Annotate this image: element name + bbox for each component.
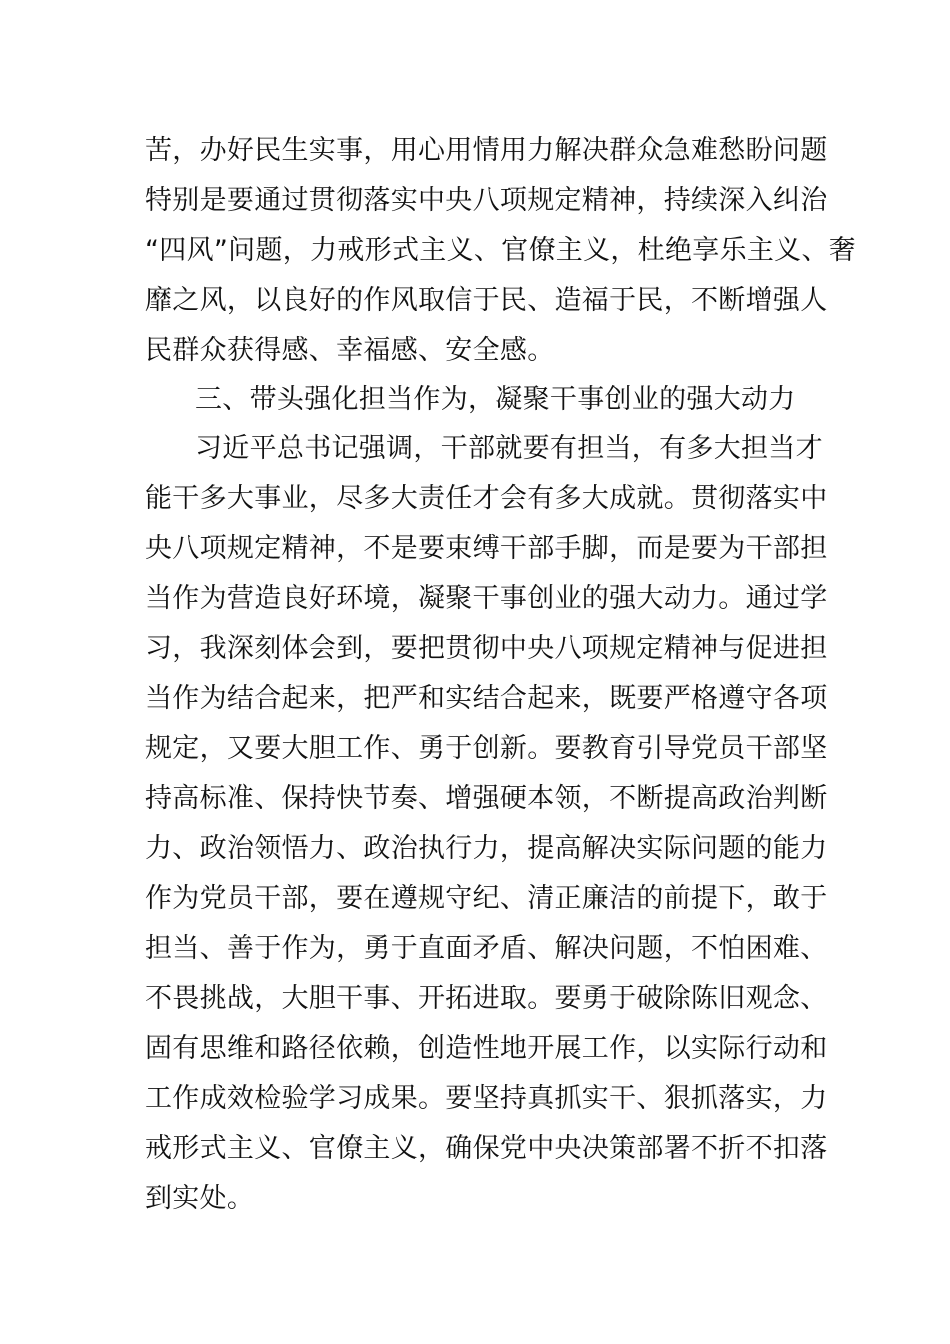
text-line: 靡之风，以良好的作风取信于民、造福于民，不断增强人 — [145, 285, 828, 316]
text-line: 央八项规定精神，不是要束缚干部手脚，而是要为干部担 — [145, 533, 828, 564]
text-line: 担当、善于作为，勇于直面矛盾、解决问题，不怕困难、 — [145, 933, 828, 964]
text-line: 持高标准、保持快节奏、增强硬本领，不断提高政治判断 — [145, 783, 828, 814]
text-line: 苦，办好民生实事，用心用情用力解决群众急难愁盼问题 — [145, 135, 828, 166]
text-line: 力、政治领悟力、政治执行力，提高解决实际问题的能力 — [145, 833, 828, 864]
text-line: 规定，又要大胆工作、勇于创新。要教育引导党员干部坚 — [145, 733, 828, 764]
paragraph-first-line: 习近平总书记强调，干部就要有担当，有多大担当才 — [195, 433, 823, 464]
text-line: 当作为结合起来，把严和实结合起来，既要严格遵守各项 — [145, 683, 828, 714]
text-line: 能干多大事业，尽多大责任才会有多大成就。贯彻落实中 — [145, 483, 828, 514]
text-line: 特别是要通过贯彻落实中央八项规定精神，持续深入纠治 — [145, 185, 828, 216]
text-line: 民群众获得感、幸福感、安全感。 — [145, 335, 555, 366]
text-line: 习，我深刻体会到，要把贯彻中央八项规定精神与促进担 — [145, 633, 828, 664]
text-line: 戒形式主义、官僚主义，确保党中央决策部署不折不扣落 — [145, 1133, 828, 1164]
text-line: 当作为营造良好环境，凝聚干事创业的强大动力。通过学 — [145, 583, 828, 614]
text-line: 固有思维和路径依赖，创造性地开展工作，以实际行动和 — [145, 1033, 828, 1064]
text-line: 到实处。 — [145, 1183, 255, 1214]
text-line: 作为党员干部，要在遵规守纪、清正廉洁的前提下，敢于 — [145, 883, 828, 914]
section-heading: 三、带头强化担当作为，凝聚干事创业的强大动力 — [195, 384, 796, 415]
text-line: 不畏挑战，大胆干事、开拓进取。要勇于破除陈旧观念、 — [145, 983, 828, 1014]
text-line: 工作成效检验学习成果。要坚持真抓实干、狠抓落实，力 — [145, 1083, 828, 1114]
text-line: “四风”问题，力戒形式主义、官僚主义，杜绝享乐主义、奢 — [145, 235, 857, 266]
